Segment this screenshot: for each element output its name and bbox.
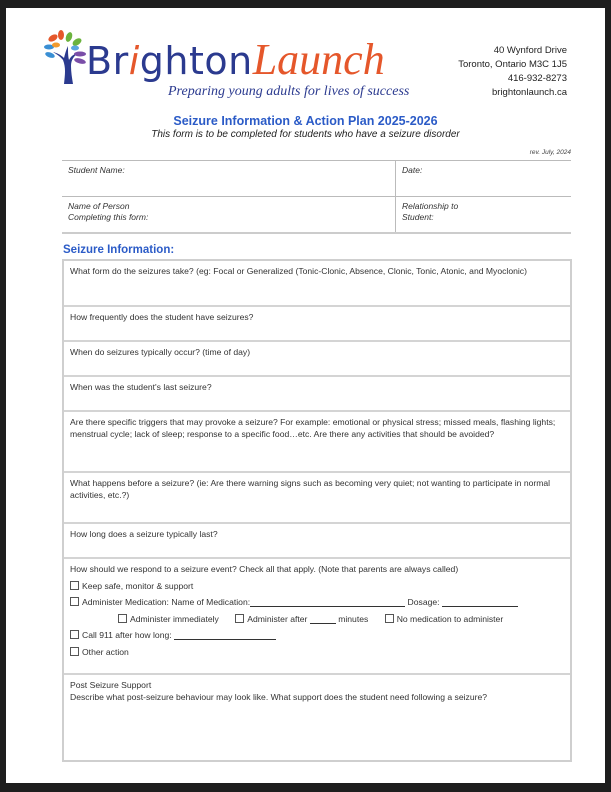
minutes-blank[interactable] — [310, 614, 336, 624]
student-name-label: Student Name: — [68, 165, 125, 175]
person-completing-label-2: Completing this form: — [68, 212, 149, 222]
student-info-table — [62, 160, 571, 234]
question-time-of-day[interactable] — [64, 342, 570, 377]
person-completing-field[interactable] — [62, 197, 396, 232]
checkbox-icon[interactable] — [235, 614, 244, 623]
question-text: When do seizures typically occur? (time of day) — [70, 347, 251, 357]
person-completing-label-1: Name of Person — [68, 201, 130, 211]
question-duration[interactable] — [64, 524, 570, 559]
question-seizure-form[interactable] — [64, 261, 570, 307]
checkbox-other-action[interactable] — [70, 647, 564, 659]
checkbox-icon[interactable] — [385, 614, 394, 623]
date-label: Date: — [402, 165, 423, 175]
minutes-label: minutes — [338, 613, 369, 624]
checkbox-label: Administer after — [247, 613, 308, 624]
dosage-blank[interactable] — [442, 597, 518, 607]
document-page — [6, 8, 605, 783]
question-warning-signs[interactable] — [64, 473, 570, 524]
checkbox-label: Keep safe, monitor & support — [82, 580, 194, 591]
brand-brighton: Brighton — [86, 39, 253, 83]
completer-info-row — [62, 197, 571, 234]
address-city: Toronto, Ontario M3C 1J5 — [458, 59, 567, 70]
form-subtitle: This form is to be completed for students who have a seizure disorder — [151, 129, 460, 140]
checkbox-icon[interactable] — [70, 630, 79, 639]
seizure-info-table — [62, 259, 572, 762]
address-street: 40 Wynford Drive — [493, 45, 567, 56]
student-name-field[interactable] — [62, 161, 396, 196]
response-section — [64, 559, 570, 675]
question-text: When was the student's last seizure? — [70, 382, 212, 392]
question-text: How frequently does the student have seizures? — [70, 312, 254, 322]
brighton-launch-logo — [44, 26, 424, 106]
question-text: What form do the seizures take? (eg: Focal or Generalized (Tonic-Clonic, Absence, Clonic, Tonic, Atonic, and Myoclonic) — [70, 266, 527, 276]
tree-logo-icon — [44, 30, 88, 84]
checkbox-call-911[interactable] — [70, 630, 564, 642]
checkbox-label: No medication to administer — [396, 613, 504, 624]
question-text: Are there specific triggers that may provoke a seizure? For example: emotional or physical stress; missed meals, flashing lights; menstrual cycle; lack of sleep; response to a specific food…etc. Are there any activities that should be avoided? — [70, 417, 556, 439]
checkbox-label: Administer immediately — [130, 613, 219, 624]
relationship-label-2: Student: — [402, 212, 434, 222]
address-block — [458, 44, 567, 100]
question-triggers[interactable] — [64, 412, 570, 473]
checkbox-no-medication[interactable] — [385, 614, 504, 624]
brand-wordmark — [86, 35, 385, 84]
section-heading: Seizure Information: — [63, 244, 175, 256]
checkbox-label: Other action — [82, 646, 129, 657]
post-seizure-section[interactable] — [64, 675, 570, 760]
address-phone: 416-932-8273 — [507, 73, 567, 84]
checkbox-keep-safe[interactable] — [70, 581, 564, 593]
checkbox-icon[interactable] — [118, 614, 127, 623]
checkbox-administer-immediately[interactable] — [118, 614, 219, 624]
question-text: What happens before a seizure? (ie: Are there warning signs such as becoming very quiet; not wanting to participate in normal activities, etc.?) — [70, 478, 551, 500]
post-seizure-title: Post Seizure Support — [70, 680, 152, 690]
medication-name-blank[interactable] — [250, 597, 405, 607]
question-text: How long does a seizure typically last? — [70, 529, 218, 539]
call-911-blank[interactable] — [174, 630, 276, 640]
checkbox-administer-after[interactable] — [235, 614, 368, 624]
relationship-field[interactable] — [396, 197, 571, 232]
dosage-label: Dosage: — [407, 597, 440, 607]
address-website: brightonlaunch.ca — [492, 87, 567, 98]
checkbox-label: Call 911 after how long: — [82, 630, 172, 640]
checkbox-administer-medication[interactable] — [70, 597, 564, 609]
response-question: How should we respond to a seizure event? Check all that apply. (Note that parents are always called) — [70, 564, 459, 574]
logo-tagline: Preparing young adults for lives of success — [168, 84, 410, 99]
date-field[interactable] — [396, 161, 571, 196]
checkbox-label: Administer Medication: Name of Medication: — [82, 597, 251, 607]
question-frequency[interactable] — [64, 307, 570, 342]
brand-launch: Launch — [252, 35, 385, 84]
medication-timing-options — [70, 614, 564, 626]
revision-date: rev. July, 2024 — [529, 149, 571, 156]
checkbox-icon[interactable] — [70, 581, 79, 590]
relationship-label-1: Relationship to — [402, 201, 459, 211]
question-last-seizure[interactable] — [64, 377, 570, 412]
form-title: Seizure Information & Action Plan 2025-2026 — [173, 114, 438, 128]
student-info-row — [62, 161, 571, 197]
checkbox-icon[interactable] — [70, 597, 79, 606]
post-seizure-description: Describe what post-seizure behaviour may look like. What support does the student need following a seizure? — [70, 691, 488, 702]
checkbox-icon[interactable] — [70, 647, 79, 656]
